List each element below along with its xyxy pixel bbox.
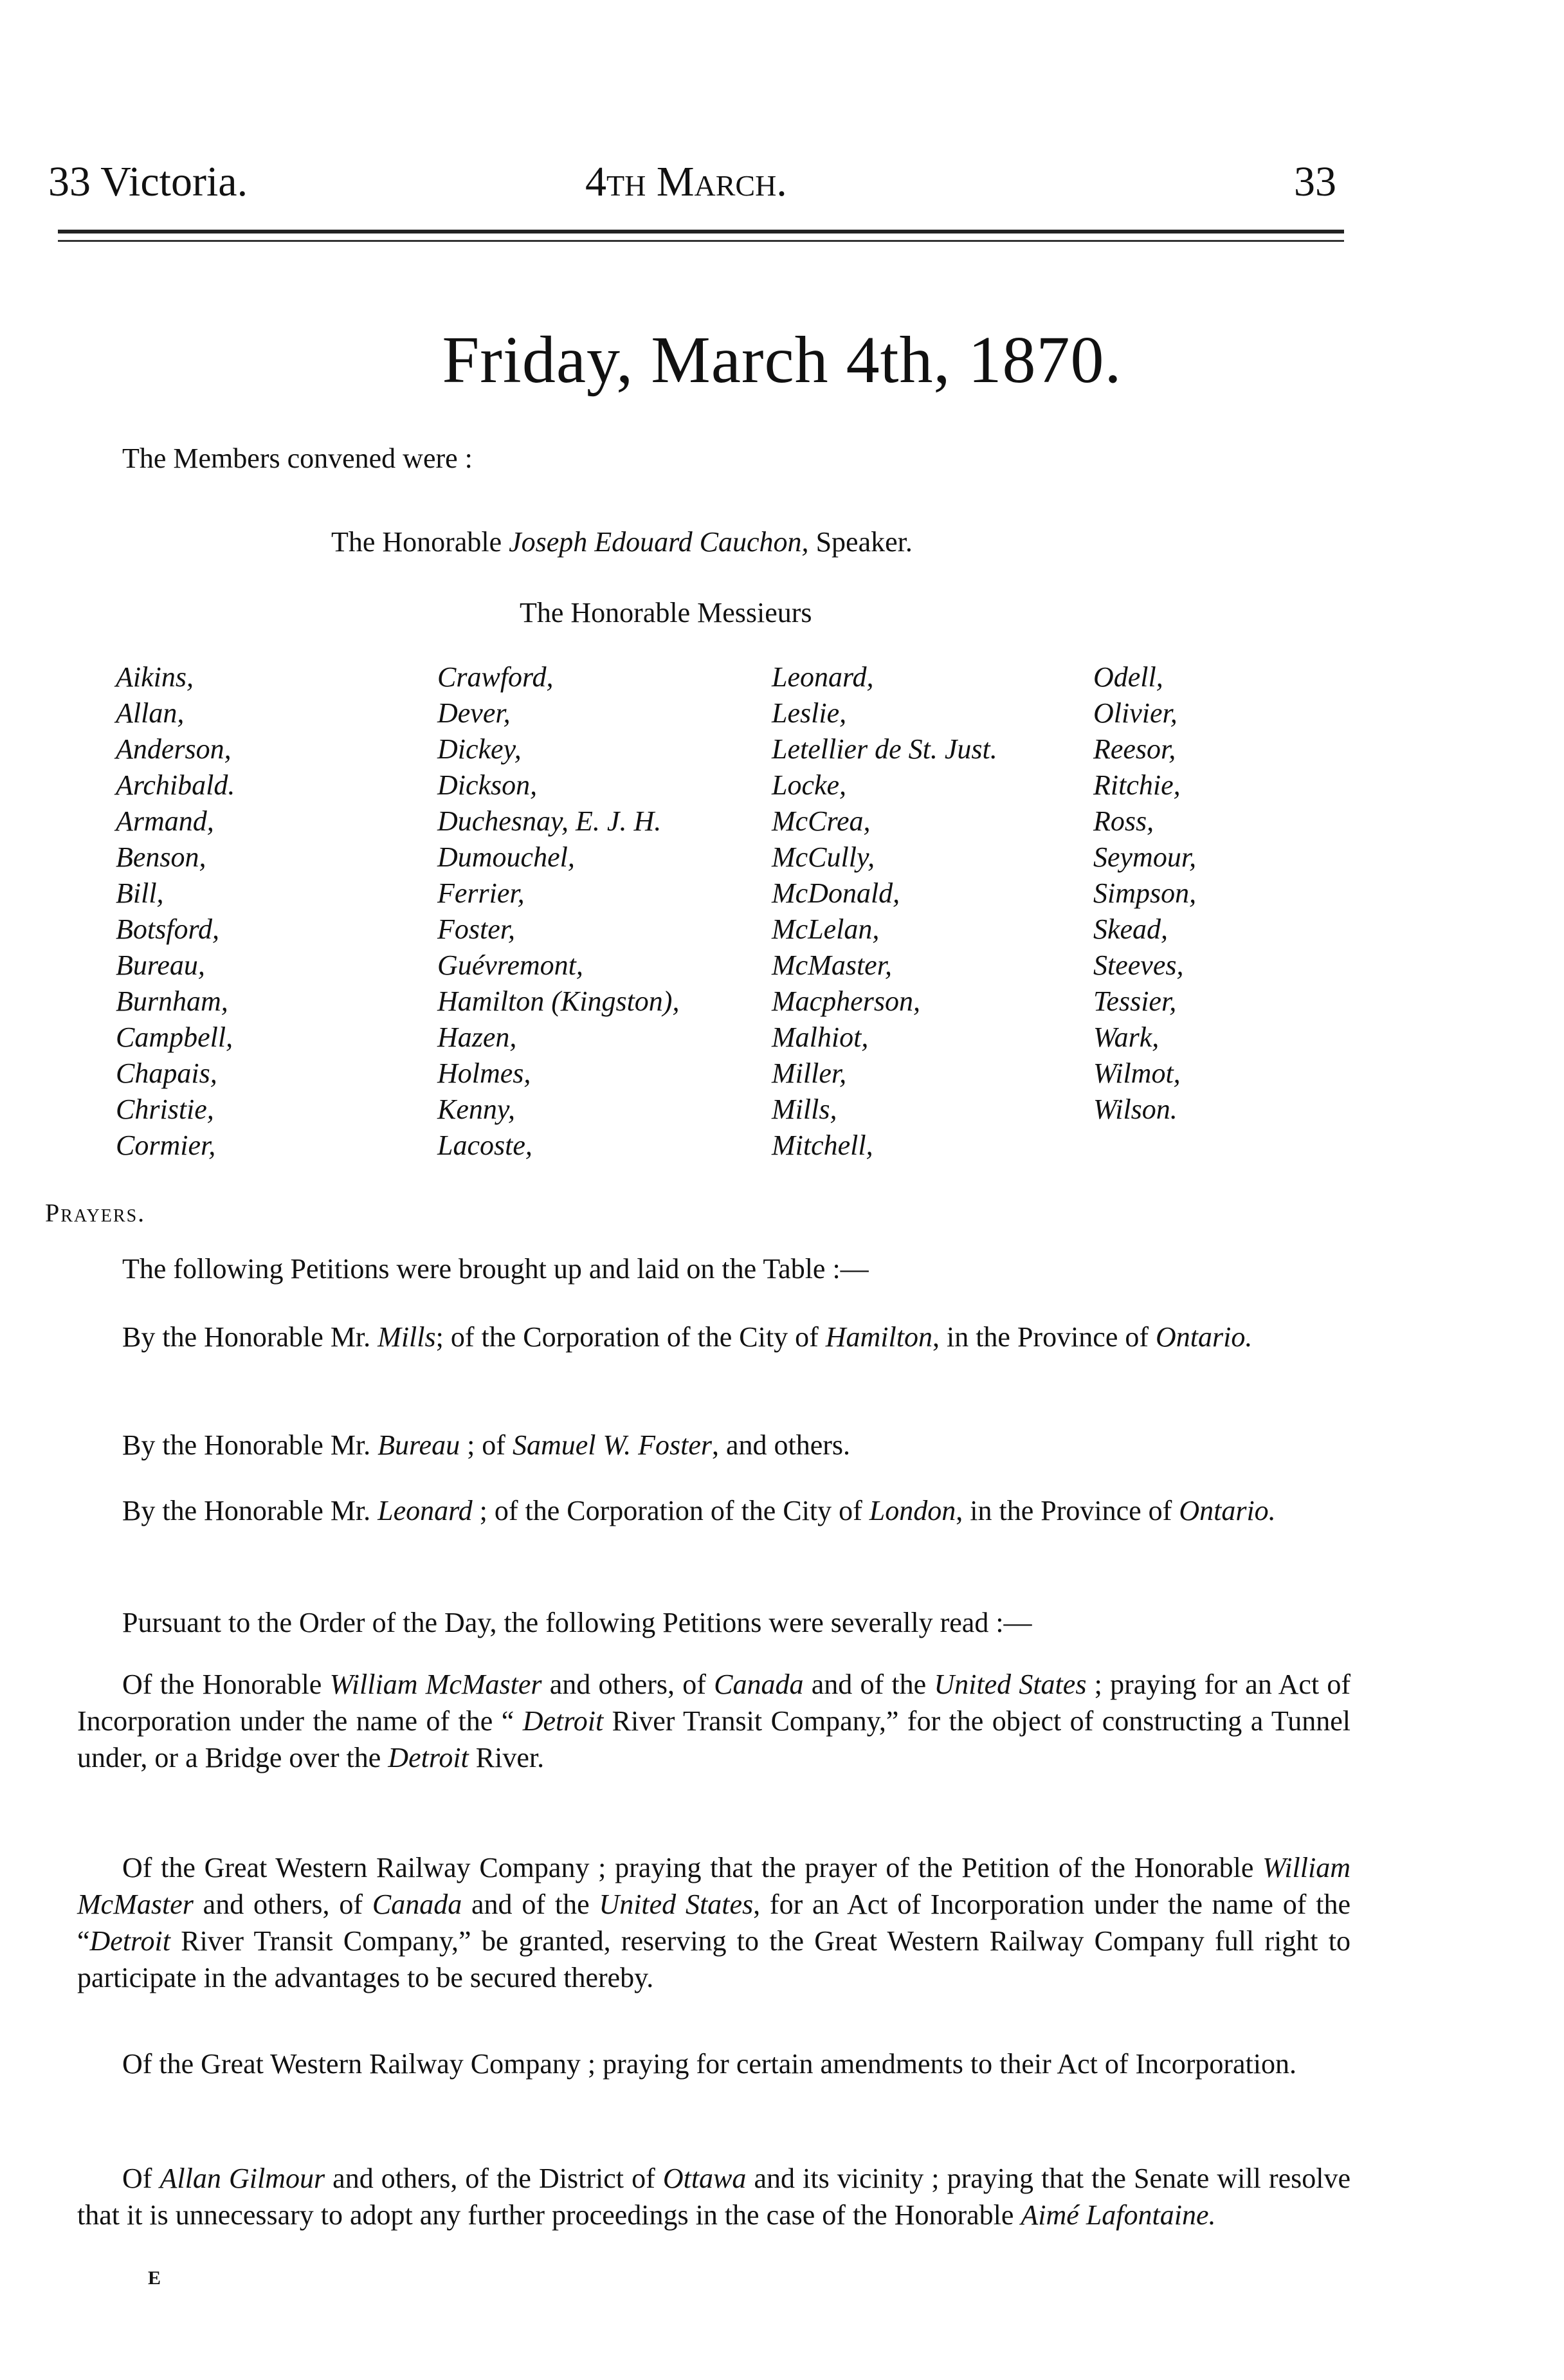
- petition-text: Of the Great Western Railway Company ; praying that the prayer of the Petition of the Honorable: [122, 1852, 1263, 1883]
- member-name: Chapais,: [116, 1057, 217, 1089]
- member-name: Macpherson,: [772, 985, 920, 1017]
- member-name: Cormier,: [116, 1130, 216, 1161]
- petition-person: Aimé Lafontaine.: [1021, 2199, 1216, 2231]
- petition-text: , for an Act of Incorporation under the name of the “: [77, 1889, 1350, 1957]
- member-name: Reesor,: [1093, 733, 1176, 765]
- petition-text: By the Honorable Mr.: [122, 1429, 378, 1461]
- petitions-intro: The following Petitions were brought up and laid on the Table :—: [122, 1253, 869, 1285]
- petition-place: United States: [599, 1889, 754, 1920]
- speaker-prefix: The Honorable: [331, 526, 502, 558]
- member-name: Holmes,: [437, 1057, 531, 1089]
- member-name: Wark,: [1093, 1021, 1159, 1053]
- member-name: Mills,: [772, 1094, 837, 1125]
- petition-place: Detroit: [388, 1742, 469, 1773]
- member-name: Steeves,: [1093, 949, 1184, 981]
- petition-text: ; praying for an Act of Incorporation under the name of the “: [77, 1669, 1351, 1737]
- petition-place: Canada: [714, 1669, 804, 1700]
- member-name: Benson,: [116, 841, 206, 873]
- petition-place: Ottawa: [662, 2163, 747, 2194]
- members-column-1: [116, 659, 235, 1164]
- petition-text: , in the Province of: [932, 1321, 1156, 1353]
- petition-petitioner: William McMaster: [77, 1852, 1350, 1920]
- petition-read-great-western-2: Of the Great Western Railway Company ; praying for certain amendments to their Act of Incorporation.: [122, 2048, 1296, 2080]
- running-header-left: 33 Victoria.: [48, 158, 248, 205]
- member-name: Foster,: [437, 913, 515, 945]
- member-name: Leslie,: [772, 697, 847, 729]
- member-name: Leonard,: [772, 661, 874, 693]
- member-name: Mitchell,: [772, 1130, 873, 1161]
- petition-text: Of the Honorable: [122, 1669, 330, 1700]
- read-intro: Pursuant to the Order of the Day, the following Petitions were severally read :—: [122, 1607, 1032, 1638]
- member-name: Locke,: [772, 769, 847, 801]
- member-name: Anderson,: [116, 733, 232, 765]
- petition-place: Detroit: [522, 1705, 604, 1737]
- petition-place: United States: [934, 1669, 1087, 1700]
- member-name: Ritchie,: [1093, 769, 1181, 801]
- petition-text: By the Honorable Mr.: [122, 1321, 378, 1353]
- petition-mover: Mills: [377, 1321, 436, 1353]
- member-name: Letellier de St. Just.: [772, 733, 997, 765]
- prayers-heading: Prayers.: [45, 1198, 146, 1227]
- petition-text: and others, of: [541, 1669, 714, 1700]
- petition-text: and others, of: [193, 1889, 372, 1920]
- member-name: Malhiot,: [772, 1021, 869, 1053]
- member-name: Burnham,: [116, 985, 228, 1017]
- petition-text: By the Honorable Mr.: [122, 1495, 378, 1526]
- members-column-4: [1093, 659, 1196, 1128]
- member-name: McLelan,: [772, 913, 880, 945]
- member-name: Allan,: [116, 697, 185, 729]
- convened-line: The Members convened were :: [122, 443, 473, 474]
- header-rule-thick: [58, 230, 1344, 233]
- member-name: Guévremont,: [437, 949, 583, 981]
- member-name: Dickson,: [437, 769, 538, 801]
- member-name: Botsford,: [116, 913, 219, 945]
- petition-place: Canada: [372, 1889, 462, 1920]
- member-name: Olivier,: [1093, 697, 1178, 729]
- members-column-2: [437, 659, 679, 1164]
- petition-text: ; of the Corporation of the City of: [435, 1321, 826, 1353]
- petition-text: River Transit Company,” be granted, reserving to the Great Western Railway Company full right to participate in the advantages to be secured thereby.: [77, 1925, 1350, 1993]
- petition-petitioner: Samuel W. Foster: [512, 1429, 712, 1461]
- petition-text: , in the Province of: [956, 1495, 1179, 1526]
- member-name: Duchesnay, E. J. H.: [437, 805, 662, 837]
- member-name: McCully,: [772, 841, 875, 873]
- petition-text: Of: [122, 2163, 160, 2194]
- petition-read-great-western-1: [77, 1849, 1350, 1996]
- member-name: Lacoste,: [437, 1130, 532, 1161]
- petition-leonard: [77, 1492, 1350, 1529]
- messieurs-heading: The Honorable Messieurs: [520, 597, 812, 628]
- petition-province: Ontario.: [1156, 1321, 1253, 1353]
- member-name: Dickey,: [437, 733, 522, 765]
- petition-mover: Leonard: [377, 1495, 473, 1526]
- petition-text: and of the: [462, 1889, 599, 1920]
- member-name: Hazen,: [437, 1021, 517, 1053]
- petition-bureau: [122, 1427, 1344, 1463]
- petition-read-gilmour: [77, 2160, 1350, 2233]
- member-name: Ferrier,: [437, 877, 525, 909]
- member-name: Skead,: [1093, 913, 1168, 945]
- petition-text: and others, of the District of: [325, 2163, 663, 2194]
- member-name: McDonald,: [772, 877, 900, 909]
- member-name: Bill,: [116, 877, 164, 909]
- member-name: Odell,: [1093, 661, 1163, 693]
- petition-province: Ontario.: [1179, 1495, 1276, 1526]
- member-name: Crawford,: [437, 661, 554, 693]
- petition-text: and its vicinity ; praying that the Senate will resolve that it is unnecessary to adopt any further proceedings in the case of the Honorable: [77, 2163, 1351, 2231]
- page-number: 33: [1294, 158, 1336, 205]
- petition-mover: Bureau: [377, 1429, 460, 1461]
- member-name: Wilmot,: [1093, 1057, 1181, 1089]
- member-name: McCrea,: [772, 805, 871, 837]
- petition-mills: [77, 1319, 1350, 1355]
- member-name: Bureau,: [116, 949, 205, 981]
- signature-mark: E: [148, 2267, 161, 2289]
- member-name: Seymour,: [1093, 841, 1197, 873]
- speaker-suffix: Speaker.: [815, 526, 913, 558]
- member-name: Miller,: [772, 1057, 847, 1089]
- member-name: Aikins,: [116, 661, 194, 693]
- petition-read-mcmaster: [77, 1666, 1350, 1776]
- petition-place: Hamilton: [825, 1321, 932, 1353]
- speaker-name: Joseph Edouard Cauchon,: [509, 526, 809, 558]
- petition-place: London: [869, 1495, 956, 1526]
- member-name: Dever,: [437, 697, 511, 729]
- member-name: Ross,: [1093, 805, 1154, 837]
- member-name: Wilson.: [1093, 1094, 1178, 1125]
- petition-text: , and others.: [712, 1429, 851, 1461]
- header-rule-thin: [58, 240, 1344, 242]
- running-header-center: 4th March.: [585, 158, 787, 205]
- members-column-3: [772, 659, 997, 1164]
- member-name: Hamilton (Kingston),: [437, 985, 680, 1017]
- petition-text: River.: [468, 1742, 545, 1773]
- member-name: Armand,: [116, 805, 214, 837]
- petition-petitioner: Allan Gilmour: [159, 2163, 325, 2194]
- page-title: Friday, March 4th, 1870.: [442, 323, 1122, 397]
- petition-text: and of the: [803, 1669, 934, 1700]
- member-name: Archibald.: [116, 769, 235, 801]
- petition-petitioner: William McMaster: [329, 1669, 542, 1700]
- petition-text: ; of: [460, 1429, 513, 1461]
- member-name: Simpson,: [1093, 877, 1197, 909]
- member-name: Campbell,: [116, 1021, 233, 1053]
- member-name: McMaster,: [772, 949, 892, 981]
- petition-place: Detroit: [89, 1925, 170, 1957]
- speaker-line: [331, 524, 913, 560]
- petition-text: ; of the Corporation of the City of: [472, 1495, 869, 1526]
- member-name: Kenny,: [437, 1094, 515, 1125]
- member-name: Tessier,: [1093, 985, 1177, 1017]
- member-name: Dumouchel,: [437, 841, 575, 873]
- member-name: Christie,: [116, 1094, 214, 1125]
- petition-text: River Transit Company,” for the object of constructing a Tunnel under, or a Bridge over the: [77, 1705, 1350, 1773]
